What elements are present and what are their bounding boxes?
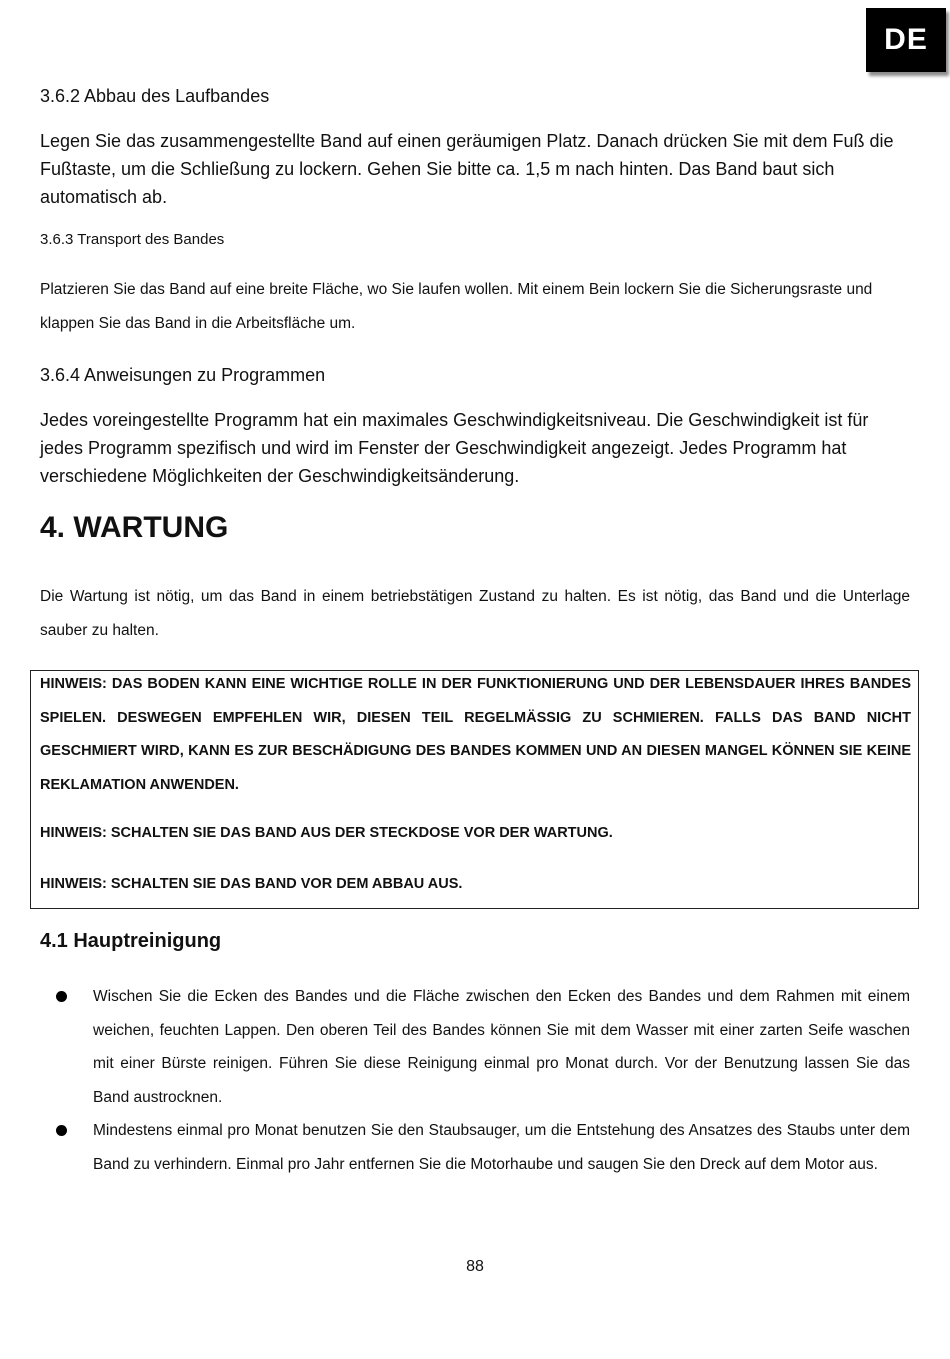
heading-3-6-4: 3.6.4 Anweisungen zu Programmen [40,365,326,385]
paragraph-3-6-4: Jedes voreingestellte Programm hat ein maximales Geschwindigkeitsniveau. Die Geschwindigkeit ist für jedes Programm spezifisch und wird im Fenster der Geschwindigkeit angezeigt. Jedes Programm hat verschiedene Möglichkeiten der Geschwindigkeitsänderung. [40,410,869,486]
bullet-icon [56,991,67,1002]
paragraph-3-6-3: Platzieren Sie das Band auf eine breite Fläche, wo Sie laufen wollen. Mit einem Bein lockern Sie die Sicherungsraste und klappen Sie das Band in die Arbeitsfläche um. [40,281,873,332]
paragraph-3-6-2: Legen Sie das zusammengestellte Band auf einen geräumigen Platz. Danach drücken Sie mit dem Fuß die Fußtaste, um die Schließung zu lockern. Gehen Sie bitte ca. 1,5 m nach hinten. Das Band baut sich automatisch ab. [40,131,894,207]
bullet-text: Wischen Sie die Ecken des Bandes und die Fläche zwischen den Ecken des Bandes und dem Rahmen mit einem weichen, feuchten Lappen. Den oberen Teil des Bandes können Sie mit dem Wasser mit einer zarten Seife waschen mit einer Bürste reinigen. Führen Sie diese Reinigung einmal pro Monat durch. Vor der Benutzung lassen Sie das Band austrocknen. [93,988,910,1106]
bullet-text: Mindestens einmal pro Monat benutzen Sie den Staubsauger, um die Entstehung des Ansatzes des Staubs unter dem Band zu verhindern. Einmal pro Jahr entfernen Sie die Motorhaube und saugen Sie den Dreck auf dem Motor aus. [93,1122,910,1173]
heading-wartung: 4. WARTUNG [40,511,229,544]
language-badge: DE [866,8,946,72]
paragraph-wartung: Die Wartung ist nötig, um das Band in einem betriebstätigen Zustand zu halten. Es ist nötig, das Band und die Unterlage sauber zu halten. [40,588,910,639]
notice-lubrication: HINWEIS: DAS BODEN KANN EINE WICHTIGE ROLLE IN DER FUNKTIONIERUNG UND DER LEBENSDAUER IHRES BANDES SPIELEN. DESWEGEN EMPFEHLEN WIR, DIESEN TEIL REGELMÄSSIG ZU SCHMIEREN. FALLS DAS BAND NICHT GESCHMIERT WIRD, KANN ES ZUR BESCHÄDIGUNG DES BANDES KOMMEN UND AN DIESEN MANGEL KÖNNEN SIE KEINE REKLAMATION ANWENDEN. [40,676,911,793]
notice-switch-off: HINWEIS: SCHALTEN SIE DAS BAND VOR DEM ABBAU AUS. [40,876,463,892]
bullet-icon [56,1125,67,1136]
notice-box [30,670,919,909]
page-number: 88 [466,1258,484,1275]
notice-unplug: HINWEIS: SCHALTEN SIE DAS BAND AUS DER STECKDOSE VOR DER WARTUNG. [40,825,613,841]
heading-hauptreinigung: 4.1 Hauptreinigung [40,930,222,952]
heading-3-6-3: 3.6.3 Transport des Bandes [40,231,225,248]
heading-3-6-2: 3.6.2 Abbau des Laufbandes [40,86,270,106]
